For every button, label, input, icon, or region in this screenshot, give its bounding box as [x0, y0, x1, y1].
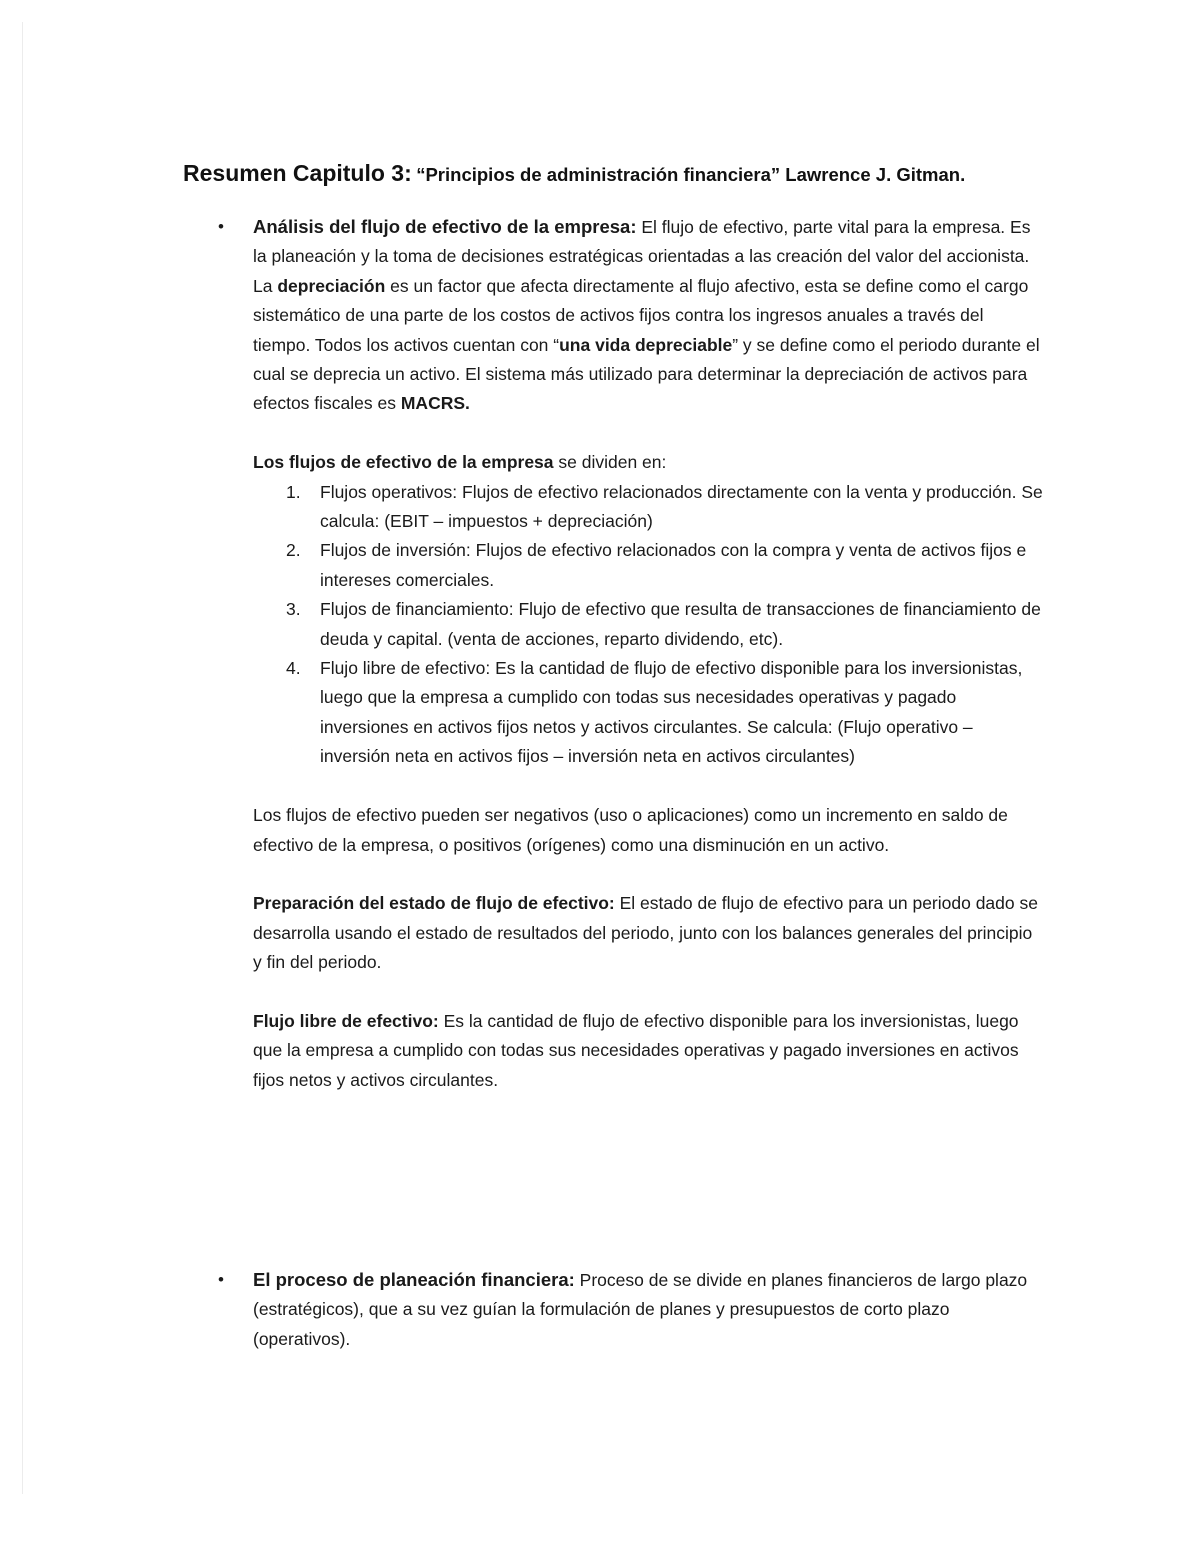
title-main: Resumen Capitulo 3: [183, 160, 412, 186]
list-item-text: Flujo libre de efectivo: Es la cantidad de flujo de efectivo disponible para los inversionistas, luego que la empresa a cumplido con todas sus necesidades operativas y pagado inversiones en activos fijos netos y activos circulantes. Se calcula: (Flujo operativo – inversión neta en activos fijos – inversión neta en activos circulantes) [320, 658, 1023, 767]
list-item [253, 595, 1043, 654]
intro-text: El flujo de efectivo, parte vital para la empresa. Es la planeación y la toma de decisiones estratégicas orientadas a las creación del valor del accionista. [253, 217, 1031, 267]
planning-text: Proceso de se divide en planes financieros de largo plazo (estratégicos), que a su vez guían la formulación de planes y presupuestos de corto plazo (operativos). [253, 1270, 1028, 1349]
list-item-text: Flujos de financiamiento: Flujo de efectivo que resulta de transacciones de financiamiento de deuda y capital. (venta de acciones, reparto dividendo, etc). [320, 599, 1041, 649]
list-item [253, 478, 1043, 537]
title-rest: “Principios de administración financiera” Lawrence J. Gitman. [416, 164, 966, 185]
term-depreciacion: depreciación [277, 275, 386, 296]
paragraph-negative-positive: Los flujos de efectivo pueden ser negativos (uso o aplicaciones) como un incremento en saldo de efectivo de la empresa, o positivos (orígenes) como una disminución en un activo. [253, 805, 1008, 855]
prep-text: El estado de flujo de efectivo para un periodo dado se desarrolla usando el estado de resultados del periodo, junto con los balances generales del principio y fin del periodo. [253, 893, 1038, 973]
flows-heading: Los flujos de efectivo de la empresa [253, 452, 554, 473]
flows-list [253, 478, 1043, 772]
term-vida-depreciable: una vida depreciable [559, 334, 733, 355]
free-cash-heading: Flujo libre de efectivo: [253, 1010, 439, 1031]
section-heading: El proceso de planeación financiera: [253, 1269, 575, 1290]
list-number: 1. [286, 481, 301, 502]
prep-heading: Preparación del estado de flujo de efectivo: [253, 893, 615, 914]
document-title [183, 160, 965, 187]
paragraph-planning [253, 1265, 1043, 1354]
list-item-text: Flujos de inversión: Flujos de efectivo relacionados con la compra y venta de activos fijos e intereses comerciales. [320, 540, 1027, 590]
free-cash-text: Es la cantidad de flujo de efectivo disponible para los inversionistas, luego que la empresa a cumplido con todas sus necesidades operativas y pagado inversiones en activos fijos netos y activos circulantes. [253, 1010, 1019, 1090]
paragraph-depreciation [253, 272, 1043, 419]
dep-text-mid2: ” y se define como el periodo durante el cual se deprecia un activo. El sistema más utilizado para determinar la depreciación de activos para efectos fiscales es [253, 334, 1040, 414]
bullet-icon: • [218, 217, 224, 236]
paragraph-flows-intro [253, 448, 1043, 477]
list-number: 3. [286, 599, 301, 620]
list-item-text: Flujos operativos: Flujos de efectivo relacionados directamente con la venta y producción. Se calcula: (EBIT – impuestos + depreciación) [320, 481, 1043, 532]
paragraph-free-cash-flow [253, 1007, 1043, 1095]
list-item [253, 654, 1043, 772]
term-macrs: MACRS. [400, 393, 470, 414]
paragraph-statement-prep [253, 889, 1043, 977]
section-cash-flow-analysis [218, 212, 1043, 1095]
list-number: 4. [286, 658, 301, 679]
paragraph-intro [253, 212, 1043, 272]
flows-heading-rest: se dividen en: [553, 452, 667, 473]
list-item [253, 536, 1043, 595]
bullet-icon: • [218, 1270, 224, 1289]
dep-text-pre: La [253, 275, 278, 296]
dep-text-mid: es un factor que afecta directamente al flujo afectivo, esta se define como el cargo sistemático de una parte de los costos de activos fijos contra los ingresos anuales a través del tiempo. Todos los activos cuentan con “ [253, 275, 1029, 355]
section-financial-planning [218, 1265, 1043, 1354]
list-number: 2. [286, 540, 301, 561]
section-heading: Análisis del flujo de efectivo de la empresa: [253, 216, 637, 237]
